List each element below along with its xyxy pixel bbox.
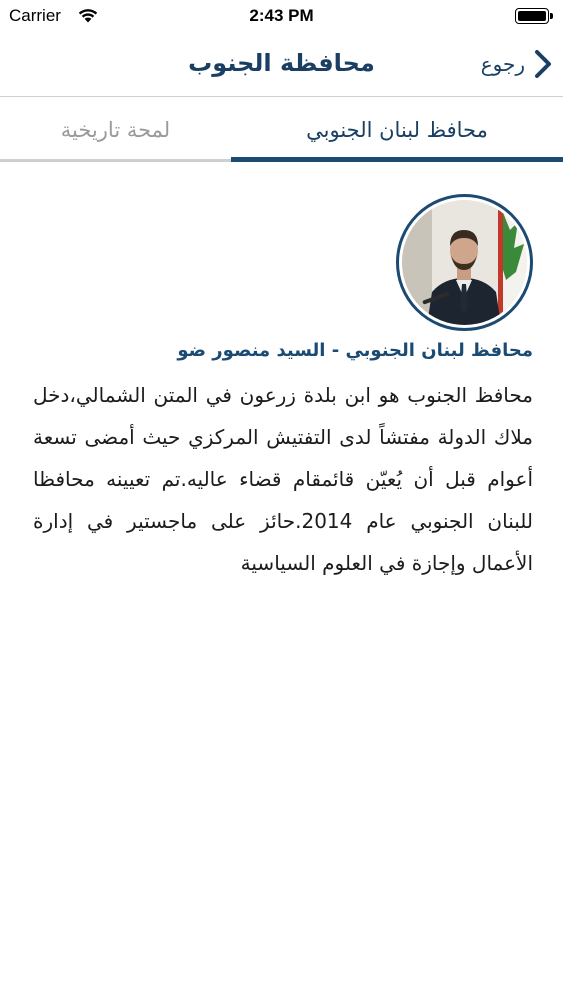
tab-history-underline — [0, 159, 231, 162]
tab-governor[interactable] — [231, 97, 563, 163]
battery-icon — [515, 8, 553, 24]
back-label: رجوع — [480, 52, 525, 76]
chevron-right-icon — [533, 48, 553, 80]
navigation-bar — [0, 32, 563, 96]
back-button[interactable] — [481, 44, 553, 84]
carrier-label: Carrier — [9, 6, 61, 25]
tab-governor-label: محافظ لبنان الجنوبي — [306, 118, 488, 142]
avatar — [396, 194, 533, 331]
governor-heading: محافظ لبنان الجنوبي - السيد منصور ضو — [177, 340, 533, 361]
status-bar — [0, 0, 563, 32]
tab-governor-underline — [231, 157, 563, 162]
clock-time: 2:43 PM — [249, 6, 314, 25]
tab-bar — [0, 97, 563, 163]
page-title: محافظة الجنوب — [188, 49, 375, 77]
portrait-photo — [402, 200, 527, 325]
tab-history[interactable] — [0, 97, 231, 163]
governor-bio: محافظ الجنوب هو ابن بلدة زرعون في المتن الشمالي،دخل ملاك الدولة مفتشاً لدى التفتيش المركزي حيث أمضى تسعة أعوام قبل أن يُعيّن قائمقام قضاء عاليه.تم تعيينه محافظا للبنان الجنوبي عام 2014.حائز على ماجستير في إدارة الأعمال وإجازة في العلوم السياسية — [33, 383, 534, 575]
tab-history-label: لمحة تاريخية — [60, 118, 171, 142]
